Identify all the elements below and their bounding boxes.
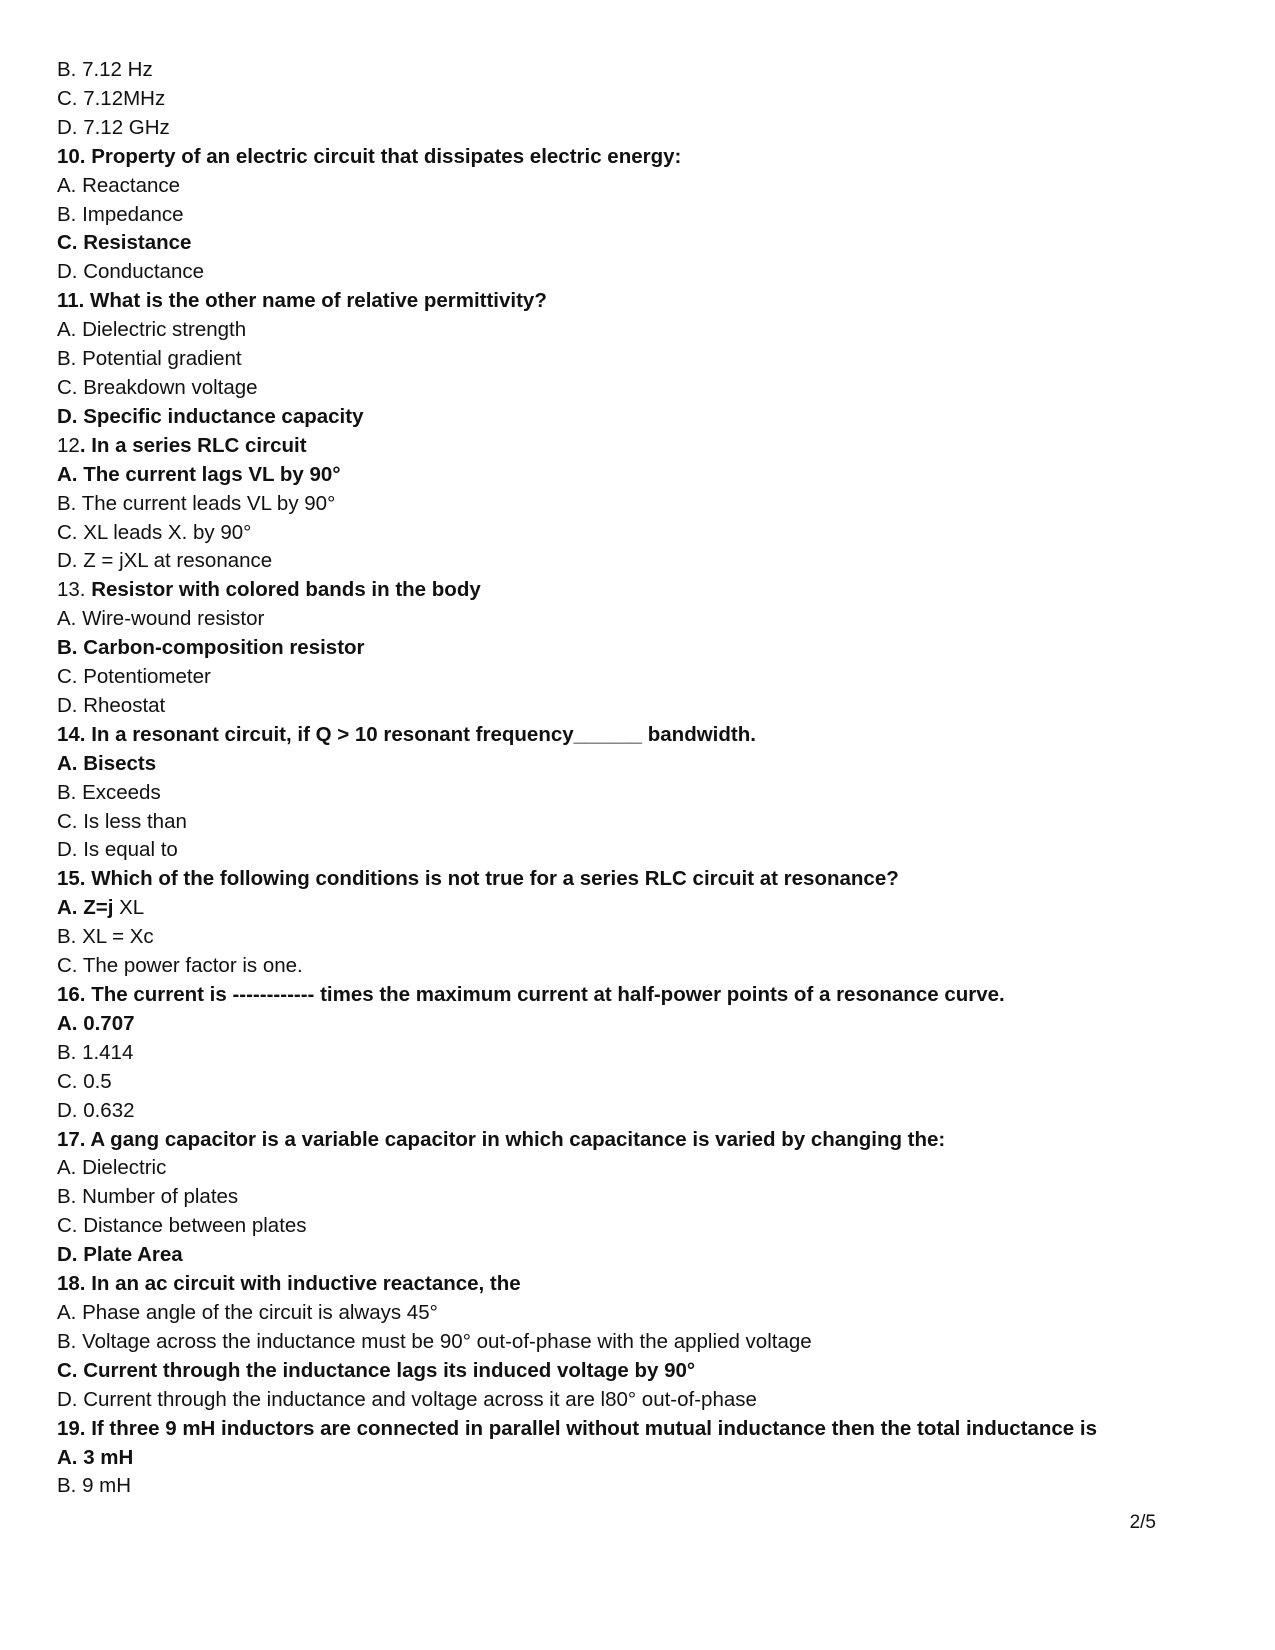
text-line [57,750,1097,779]
text-line [57,1241,1097,1270]
text: 12 [57,433,80,457]
text: A. Dielectric strength [57,318,247,342]
bold-text: A. 3 mH [57,1445,134,1469]
text-line [57,143,1097,172]
bold-text: 11. What is the other name of relative permittivity? [57,289,547,313]
text-line [57,1472,1097,1501]
text: D. Is equal to [57,838,178,862]
text-line [57,634,1097,663]
text-line [57,1415,1097,1444]
text: D. Z = jXL at resonance [57,549,273,573]
bold-text: 16. The current is ------------ times the maximum current at half-power points of a resonance curve. [57,983,1005,1006]
text: A. Phase angle of the circuit is always 45° [57,1300,438,1324]
text-line [57,172,1097,201]
text: D. Rheostat [57,693,166,717]
bold-text: 19. If three 9 mH inductors are connected in parallel without mutual inductance then the total inductance is [57,1416,1097,1440]
text: B. Exceeds [57,780,161,804]
document-body [57,56,1097,1501]
text: B. Potential gradient [57,347,242,371]
text-line [57,114,1097,143]
text: D. 7.12 GHz [57,115,170,139]
bold-text: D. Specific inductance capacity [57,404,364,428]
text: D. Current through the inductance and voltage across it are l80° out-of-phase [57,1387,757,1411]
text: B. Voltage across the inductance must be 90° out-of-phase with the applied voltage [57,1329,812,1353]
text: C. Distance between plates [57,1214,307,1238]
text-line [57,490,1097,519]
bold-text: C. Resistance [57,231,192,255]
bold-text: Resistor with colored bands in the body [91,578,481,602]
text-line [57,1183,1097,1212]
text-line [57,432,1097,461]
text: C. Breakdown voltage [57,375,258,399]
text-line [57,894,1097,923]
text-line [57,1328,1097,1357]
text-line [57,1154,1097,1183]
text: XL [119,896,145,920]
text-line [57,547,1097,576]
text-line [57,1126,1097,1155]
text: D. 0.632 [57,1098,135,1122]
bold-text: 14. In a resonant circuit, if Q > 10 resonant frequency______ bandwidth. [57,722,756,746]
text-line [57,461,1097,490]
text: A. Reactance [57,173,181,197]
text: C. XL leads X. by 90° [57,520,252,544]
text: D. Conductance [57,260,205,284]
text-line [57,692,1097,721]
text-line [57,56,1097,85]
text-line [57,1068,1097,1097]
text-line [57,374,1097,403]
text-line [57,258,1097,287]
text-line [57,923,1097,952]
text-line [57,836,1097,865]
text-line [57,721,1097,750]
text: B. 7.12 Hz [57,58,153,81]
text-line [57,576,1097,605]
text: 13. [57,578,92,602]
text-line [57,865,1097,894]
text-line [57,1444,1097,1473]
text-line [57,316,1097,345]
bold-text: A. Bisects [57,751,157,775]
text: C. 0.5 [57,1069,112,1093]
bold-text: A. The current lags VL by 90° [57,462,341,486]
bold-text: 17. A gang capacitor is a variable capacitor in which capacitance is varied by changing the: [57,1127,946,1151]
text-line [57,808,1097,837]
bold-text: C. Current through the inductance lags its induced voltage by 90° [57,1358,696,1382]
text: C. Is less than [57,809,187,833]
text: B. Number of plates [57,1185,239,1209]
text: C. Potentiometer [57,665,211,689]
text: B. 9 mH [57,1474,132,1498]
bold-text: 18. In an ac circuit with inductive reactance, the [57,1272,521,1296]
bold-text: A. Z=j [57,896,120,920]
text-line [57,403,1097,432]
text-line [57,952,1097,981]
text-line [57,519,1097,548]
text: A. Dielectric [57,1156,167,1180]
text-line [57,1270,1097,1299]
text-line [57,663,1097,692]
text-line [57,981,1097,1010]
text-line [57,1097,1097,1126]
text-line [57,605,1097,634]
text-line [57,345,1097,374]
text-line [57,1386,1097,1415]
text: A. Wire-wound resistor [57,607,265,631]
text-line [57,229,1097,258]
text-line [57,1039,1097,1068]
text: C. 7.12MHz [57,86,166,110]
text-line [57,779,1097,808]
text-line [57,201,1097,230]
bold-text: A. 0.707 [57,1011,135,1035]
text: B. Impedance [57,202,184,226]
text-line [57,287,1097,316]
bold-text: B. Carbon-composition resistor [57,636,365,660]
page-number: 2/5 [1129,1512,1156,1533]
text-line [57,1010,1097,1039]
text: B. The current leads VL by 90° [57,491,336,515]
text: B. XL = Xc [57,925,154,949]
text-line [57,1212,1097,1241]
bold-text: . In a series RLC circuit [79,433,307,457]
text-line [57,85,1097,114]
bold-text: 15. Which of the following conditions is not true for a series RLC circuit at resonance? [57,867,899,891]
bold-text: 10. Property of an electric circuit that dissipates electric energy: [57,144,682,168]
text-line [57,1357,1097,1386]
text: C. The power factor is one. [57,954,303,978]
bold-text: D. Plate Area [57,1243,183,1267]
text-line [57,1299,1097,1328]
text: B. 1.414 [57,1040,134,1064]
